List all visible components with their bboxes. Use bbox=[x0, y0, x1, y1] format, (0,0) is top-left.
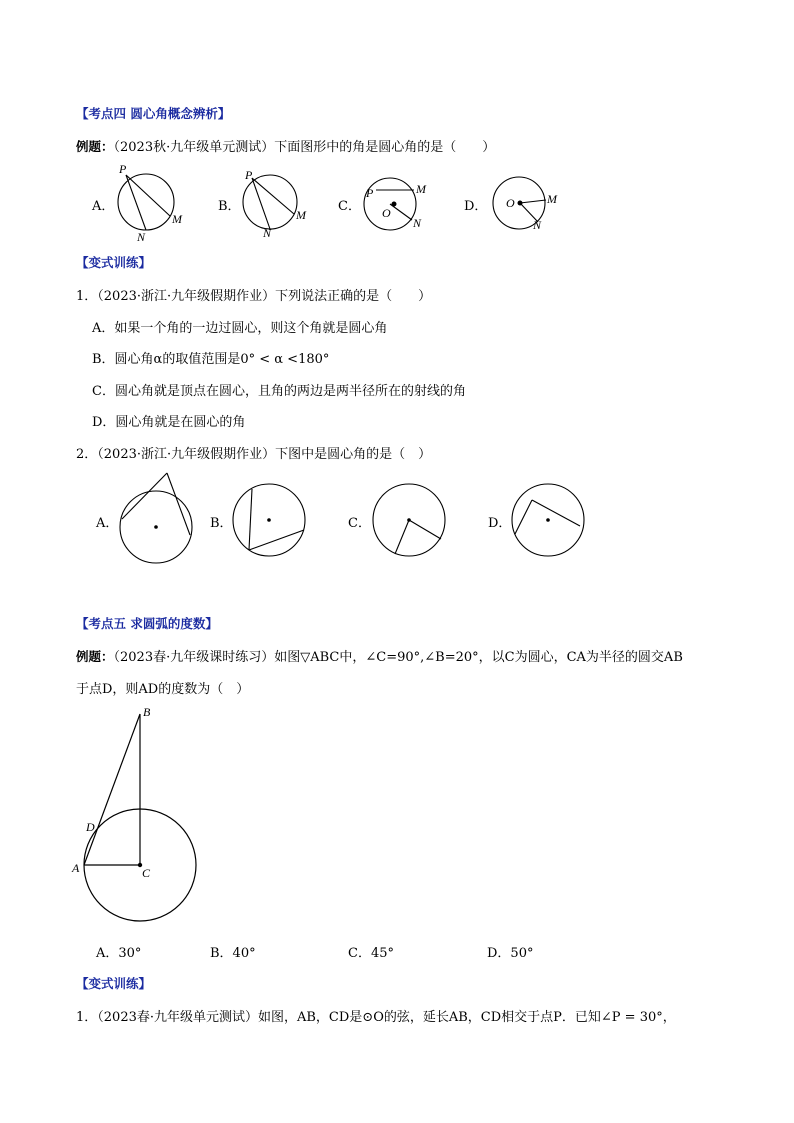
section4-figures bbox=[0, 0, 794, 260]
label-m-a: M bbox=[172, 212, 182, 226]
label-o-c: O bbox=[382, 206, 391, 220]
triangle-circle-figure bbox=[0, 700, 300, 930]
variant1-q1-option-c: C．圆心角就是顶点在圆心，且角的两边是两半径所在的射线的角 bbox=[92, 384, 466, 399]
example-question-5-line1 bbox=[76, 646, 683, 665]
variant-title-2: 【变式训练】 bbox=[76, 976, 152, 991]
label-o-d: O bbox=[506, 196, 515, 210]
label-p-a: P bbox=[119, 162, 127, 176]
q2-option-c-label: C． bbox=[348, 516, 371, 531]
answer-a: A．30° bbox=[96, 946, 142, 961]
q2-option-b-label: B． bbox=[210, 516, 233, 531]
answer-d: D．50° bbox=[487, 946, 534, 961]
q2-option-a-label: A． bbox=[96, 516, 119, 531]
figure-a bbox=[118, 174, 174, 230]
example-text: （2023秋·九年级单元测试）下面图形中的角是圆心角的是（ ） bbox=[113, 140, 496, 155]
label-m-d: M bbox=[547, 192, 557, 206]
option-b-label: B． bbox=[218, 199, 241, 214]
label-a: A bbox=[72, 861, 80, 875]
label-n-c: N bbox=[413, 216, 422, 230]
figure-b bbox=[243, 175, 297, 229]
q2-option-d-label: D． bbox=[488, 516, 512, 531]
variant1-q1-option-d: D．圆心角就是在圆心的角 bbox=[92, 415, 246, 430]
q2-figure-a bbox=[120, 473, 192, 563]
triangle-abc bbox=[84, 714, 196, 921]
option-a-label: A． bbox=[92, 199, 115, 214]
answer-b: B．40° bbox=[210, 946, 256, 961]
label-p-b: P bbox=[245, 168, 253, 182]
variant1-q1-option-a: A．如果一个角的一边过圆心，则这个角就是圆心角 bbox=[92, 321, 388, 336]
label-n-b: N bbox=[263, 226, 272, 240]
label-b: B bbox=[143, 705, 151, 719]
example-prefix-5: 例题： bbox=[76, 649, 114, 664]
label-m-c: M bbox=[416, 182, 426, 196]
example5-text-line1: （2023春·九年级课时练习）如图▽ABC中，∠C=90°,∠B=20°，以C为圆心，CA为半径的圆交AB bbox=[113, 650, 683, 665]
answer-c: C．45° bbox=[348, 946, 394, 961]
variant1-q1-option-b: B．圆心角α的取值范围是0° < α <180° bbox=[92, 352, 330, 367]
variant1-q1: 1．（2023·浙江·九年级假期作业）下列说法正确的是（ ） bbox=[76, 289, 432, 304]
label-m-b: M bbox=[296, 208, 306, 222]
variant-title-1: 【变式训练】 bbox=[76, 255, 152, 270]
label-n-a: N bbox=[137, 230, 146, 244]
variant1-q2: 2．（2023·浙江·九年级假期作业）下图中是圆心角的是（ ） bbox=[76, 447, 432, 462]
label-n-d: N bbox=[533, 218, 542, 232]
label-c: C bbox=[142, 866, 151, 880]
variant2-q1: 1．（2023春·九年级单元测试）如图，AB，CD是⊙O的弦，延长AB，CD相交于点P．已知∠P = 30°， bbox=[76, 1010, 676, 1025]
option-d-label: D． bbox=[464, 199, 488, 214]
label-d: D bbox=[86, 820, 95, 834]
label-p-c: P bbox=[366, 186, 374, 200]
example-prefix: 例题： bbox=[76, 139, 114, 154]
section-title-5: 【考点五 求圆弧的度数】 bbox=[76, 616, 218, 631]
option-c-label: C． bbox=[338, 199, 361, 214]
q2-figures bbox=[0, 460, 794, 570]
section-title-4: 【考点四 圆心角概念辨析】 bbox=[76, 106, 231, 121]
example5-text-line2: 于点D，则AD的度数为（ ） bbox=[76, 682, 250, 697]
